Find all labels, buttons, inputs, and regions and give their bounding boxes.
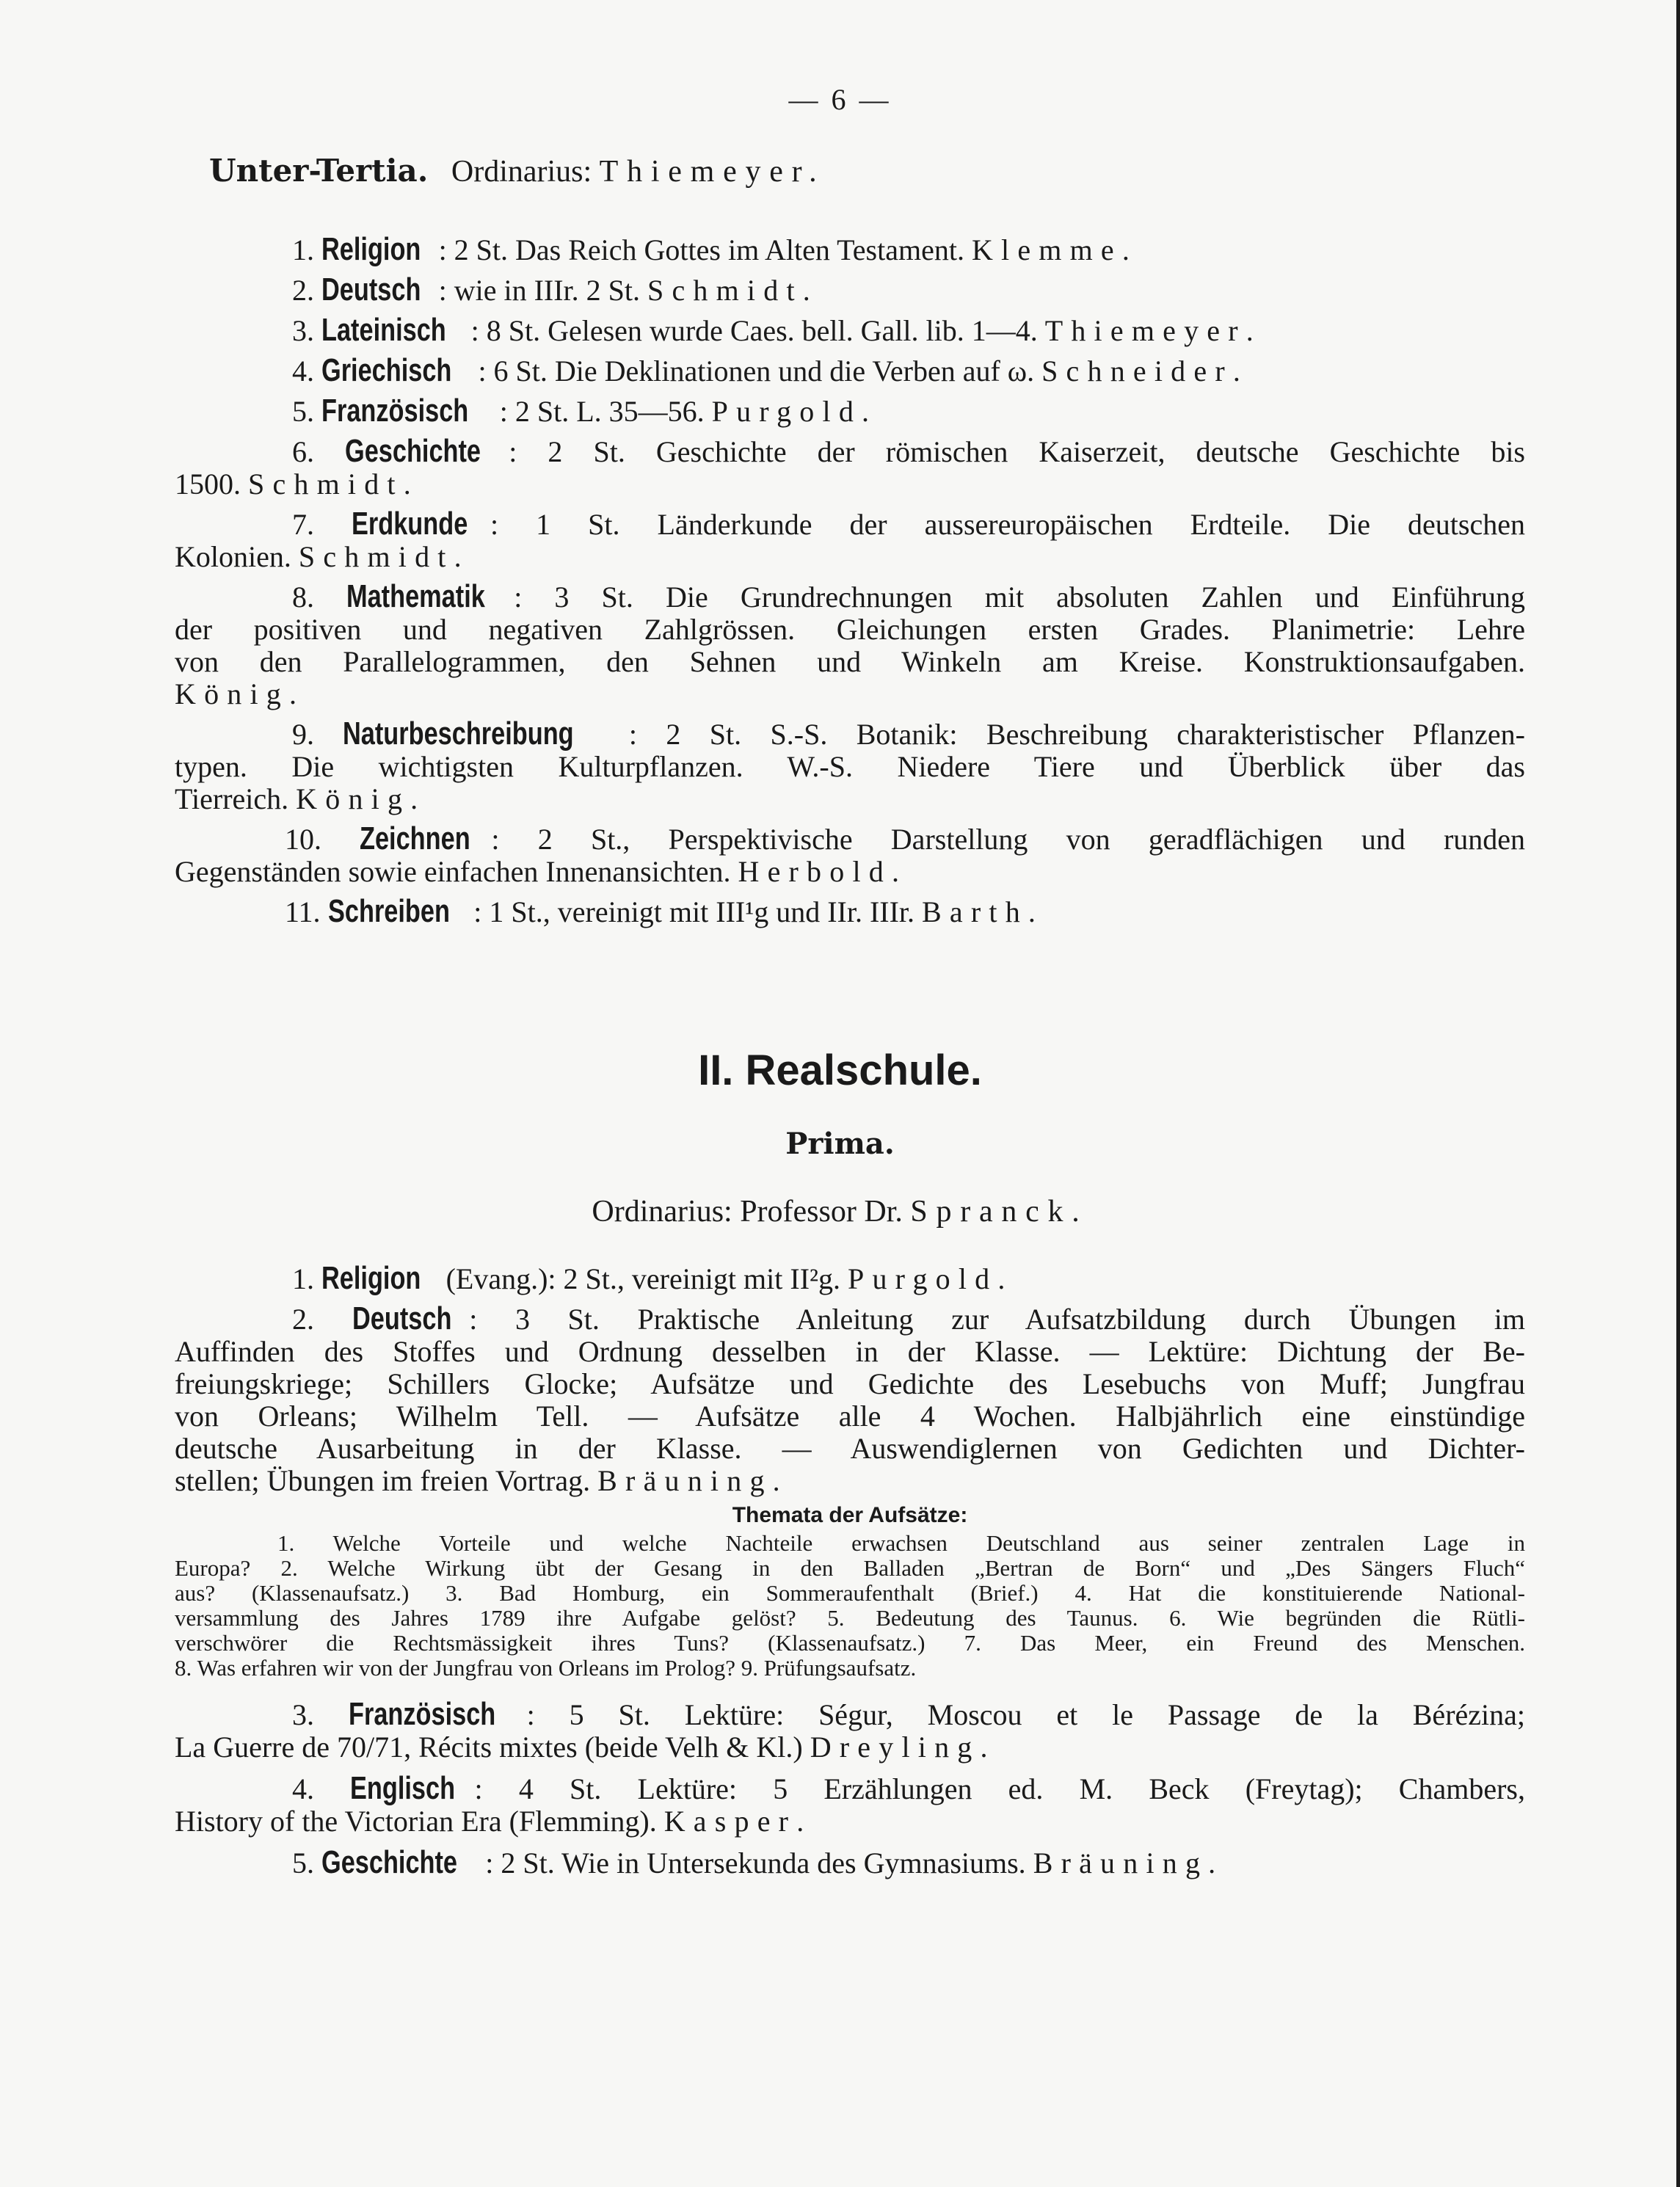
list-item: 4. Englisch : 4 St. Lektüre: 5 Erzählungen ed. M. Beck (Freytag); Chambers, History of the Victorian Era (Flemming). Kasper. — [175, 1770, 1525, 1838]
list-item: 5. Geschichte : 2 St. Wie in Untersekunda des Gymnasiums. Bräuning. — [292, 1844, 1216, 1880]
list-item: 11. Schreiben : 1 St., vereinigt mit III¹g und IIr. IIIr. Barth. — [285, 893, 1036, 929]
list-item: 9. Naturbeschreibung : 2 St. S.-S. Botanik: Beschreibung charakteristischer Pflanzen- typen. Die wichtigsten Kulturpflanzen. W.-S. Niedere Tiere und Überblick über das Tierreich. König. — [175, 716, 1526, 815]
ordinarius-line: Ordinarius: Professor Dr. Spranck. — [592, 1195, 1088, 1229]
list-item: 2. Deutsch : wie in IIIr. 2 St. Schmidt. — [292, 272, 810, 308]
list-item: 6. Geschichte : 2 St. Geschichte der römischen Kaiserzeit, deutsche Geschichte bis 1500. Schmidt. — [175, 433, 1525, 501]
ordinarius-name: Thiemeyer. — [599, 155, 826, 189]
page-number: — 6 — — [788, 83, 892, 116]
list-item: 3. Französisch : 5 St. Lektüre: Ségur, Moscou et le Passage de la Bérézina; La Guerre de 70/71, Récits mixtes (beide Velh & Kl.) Dreyling. — [175, 1696, 1525, 1764]
unter-tertia-list — [175, 233, 1525, 928]
list-item: 8. Mathematik : 3 St. Die Grundrechnungen mit absoluten Zahlen und Einführung der positiven und negativen Zahlgrössen. Gleichungen ersten Grades. Planimetrie: Lehre von den Parallelogrammen, den Sehnen und Winkeln am Kreise. Konstruktionsaufgaben. König. — [175, 578, 1525, 710]
list-item: 1. Religion : 2 St. Das Reich Gottes im Alten Testament. Klemme. — [292, 231, 1130, 267]
list-item: 2. Deutsch : 3 St. Praktische Anleitung zur Aufsatzbildung durch Übungen im Auffinden des Stoffes und Ordnung desselben in der Klasse. — Lektüre: Dichtung der Be- freiungskriege; Schillers Glocke; Aufsätze und Gedichte des Lesebuchs von Muff; Jungfrau von Orleans; Wilhelm Tell. — Aufsätze alle 4 Wochen. Halbjährlich eine einstündige deutsche Ausarbeitung in der Klasse. — Auswendiglernen von Gedichten und Dichter- stellen; Übungen im freien Vortrag. Bräuning. — [175, 1300, 1526, 1497]
class-title: Prima. — [785, 1127, 895, 1161]
list-item: 4. Griechisch : 6 St. Die Deklinationen und die Verben auf ω. Schneider. — [292, 352, 1240, 388]
list-item: 1. Religion (Evang.): 2 St., vereinigt mit II²g. Purgold. — [292, 1260, 1006, 1296]
list-item: 10. Zeichnen : 2 St., Perspektivische Darstellung von geradflächigen und runden Gegenständen sowie einfachen Innenansichten. Herbold. — [175, 820, 1526, 888]
themata-heading: Themata der Aufsätze: — [732, 1503, 968, 1527]
themata-list: 1. Welche Vorteile und welche Nachteile erwachsen Deutschland aus seiner zentralen Lage in Europa? 2. Welche Wirkung übt der Gesang in den Balladen „Bertran de Born“ und „Des Sängers Fluch“ aus? (Klassenaufsatz.) 3. Bad Homburg, ein Sommeraufenthalt (Brief.) 4. Hat die konstituierende National- versammlung des Jahres 1789 ihre Aufgabe gelöst? 5. Bedeutung des Taunus. 6. Wie begründen die Rütli- verschwörer die Rechtsmässigkeit ihres Tuns? (Klassenaufsatz.) 7. Das Meer, ein Freund des Menschen. 8. Was erfahren wir von der Jungfrau von Orleans im Prolog? 9. Prüfungsaufsatz. — [175, 1530, 1525, 1681]
list-item: 3. Lateinisch : 8 St. Gelesen wurde Caes. bell. Gall. lib. 1—4. Thiemeyer. — [292, 312, 1254, 348]
ordinarius-label: Ordinarius: — [451, 155, 592, 189]
list-item: 5. Französisch : 2 St. L. 35—56. Purgold. — [292, 393, 870, 429]
class-title: Unter-Tertia. — [209, 153, 429, 189]
section-title: II. Realschule. — [698, 1047, 982, 1094]
realschule-list — [175, 1262, 1525, 1879]
unter-tertia-heading — [209, 153, 825, 189]
list-item: 7. Erdkunde : 1 St. Länderkunde der aussereuropäischen Erdteile. Die deutschen Kolonien. Schmidt. — [175, 506, 1525, 573]
